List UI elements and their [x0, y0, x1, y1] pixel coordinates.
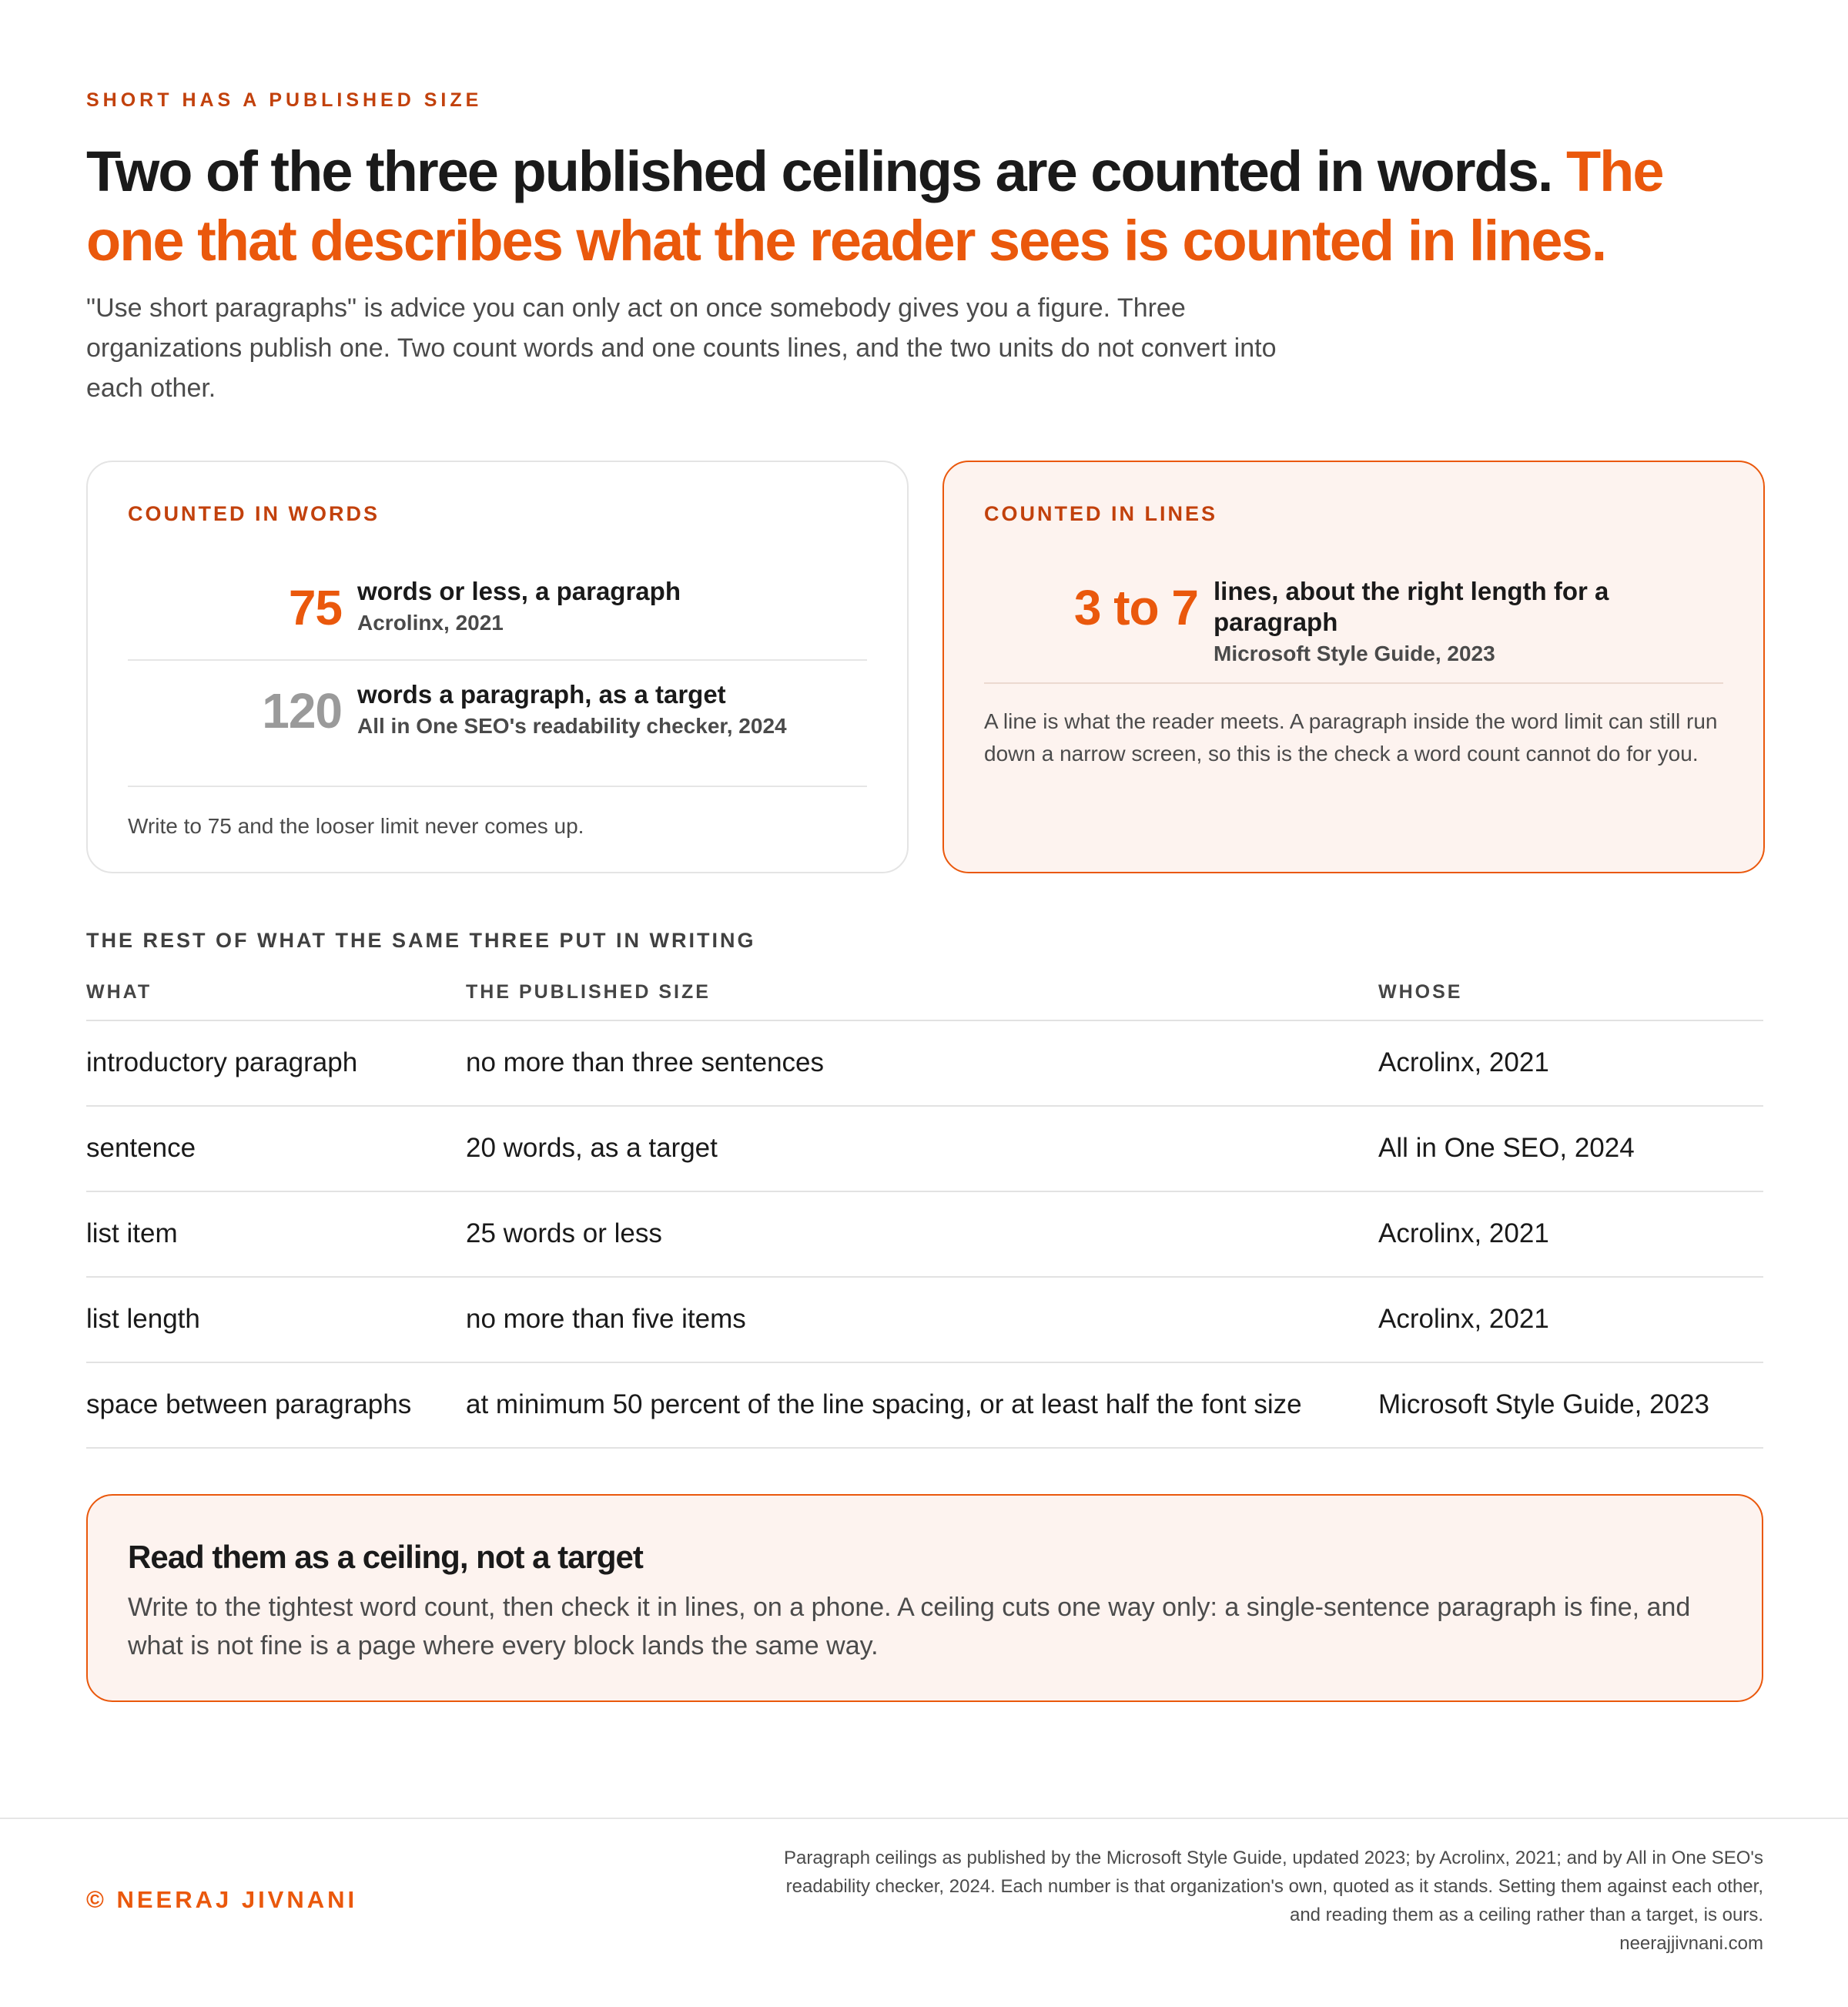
stat-number: 3 to 7 [1073, 580, 1198, 635]
divider [984, 682, 1723, 684]
card-note: A line is what the reader meets. A paragraph inside the word limit can still run down a narrow screen, so this is the check a word count cannot do for you. [984, 709, 1718, 766]
cell-whose: Acrolinx, 2021 [1378, 1047, 1549, 1077]
stat-description: words or less, a paragraph [357, 577, 681, 605]
callout-body: Write to the tightest word count, then check it in lines, on a phone. A ceiling cuts one way only: a single-sentence paragraph is fine, and what is not fine is a page where every block lands the same way. [128, 1593, 1691, 1660]
cell-whose: All in One SEO, 2024 [1378, 1133, 1635, 1163]
card-label: COUNTED IN LINES [984, 502, 1218, 525]
cell-whose: Acrolinx, 2021 [1378, 1304, 1549, 1334]
column-header-published-size: THE PUBLISHED SIZE [466, 981, 711, 1003]
cell-whose: Acrolinx, 2021 [1378, 1218, 1549, 1248]
table-row [86, 1021, 1763, 1107]
stat-description: lines, about the right length for a paragraph [1214, 577, 1609, 636]
stat-source: All in One SEO's readability checker, 2024 [357, 714, 787, 738]
cell-what: introductory paragraph [86, 1047, 358, 1077]
cell-size: 25 words or less [466, 1218, 662, 1248]
intro-paragraph: "Use short paragraphs" is advice you can only act on once somebody gives you a figure. Three organizations publish one. Two count words and one counts lines, and the two units do not convert into each other. [86, 293, 1277, 403]
stat-number: 120 [262, 683, 342, 739]
stat-source: Microsoft Style Guide, 2023 [1214, 642, 1495, 665]
counted-in-words-card [86, 461, 909, 873]
footer-link[interactable]: neerajjivnani.com [1619, 1933, 1763, 1954]
headline-accent: The one that describes what the reader sees is counted in lines. [86, 139, 1663, 273]
footer-note-line: and reading them as a ceiling rather than a target, is ours. [1289, 1905, 1763, 1925]
table-header [86, 966, 1763, 1021]
cell-whose: Microsoft Style Guide, 2023 [1378, 1389, 1709, 1419]
footer-note-line: Paragraph ceilings as published by the Microsoft Style Guide, updated 2023; by Acrolinx, 2021; and by All in One SEO's [784, 1848, 1763, 1868]
copyright: © NEERAJ JIVNANI [86, 1886, 358, 1913]
table-title: THE REST OF WHAT THE SAME THREE PUT IN WRITING [86, 929, 756, 952]
stat-description: words a paragraph, as a target [357, 680, 726, 709]
ceiling-callout [86, 1494, 1763, 1702]
eyebrow: SHORT HAS A PUBLISHED SIZE [86, 89, 483, 111]
card-note: Write to 75 and the looser limit never comes up. [128, 814, 584, 838]
table-row [86, 1107, 1763, 1192]
divider [128, 786, 867, 787]
callout-title: Read them as a ceiling, not a target [128, 1539, 643, 1575]
divider [128, 659, 867, 661]
column-header-whose: WHOSE [1378, 981, 1463, 1003]
card-label: COUNTED IN WORDS [128, 502, 380, 525]
stat-source: Acrolinx, 2021 [357, 611, 504, 635]
headline-main: Two of the three published ceilings are counted in words. [86, 139, 1552, 203]
table-row [86, 1363, 1763, 1449]
footer-divider [0, 1818, 1848, 1819]
published-sizes-table [86, 966, 1763, 1449]
table-row [86, 1278, 1763, 1363]
cell-size: no more than five items [466, 1304, 746, 1334]
cell-what: list item [86, 1218, 178, 1248]
cell-size: 20 words, as a target [466, 1133, 718, 1163]
counted-in-lines-card [942, 461, 1765, 873]
cell-size: no more than three sentences [466, 1047, 825, 1077]
headline [86, 137, 1773, 276]
stat-120 [128, 679, 867, 756]
table-row [86, 1192, 1763, 1278]
stat-number: 75 [288, 580, 342, 635]
cell-what: space between paragraphs [86, 1389, 412, 1419]
stat-75 [128, 576, 867, 653]
cell-size: at minimum 50 percent of the line spacing, or at least half the font size [466, 1389, 1302, 1419]
cell-what: list length [86, 1304, 200, 1334]
footer-note [685, 1844, 1763, 1958]
cell-what: sentence [86, 1133, 196, 1163]
footer-note-line: readability checker, 2024. Each number is that organization's own, quoted as it stands. Setting them against each other, [785, 1876, 1763, 1897]
stat-3-to-7 [984, 576, 1723, 665]
column-header-what: WHAT [86, 981, 152, 1003]
